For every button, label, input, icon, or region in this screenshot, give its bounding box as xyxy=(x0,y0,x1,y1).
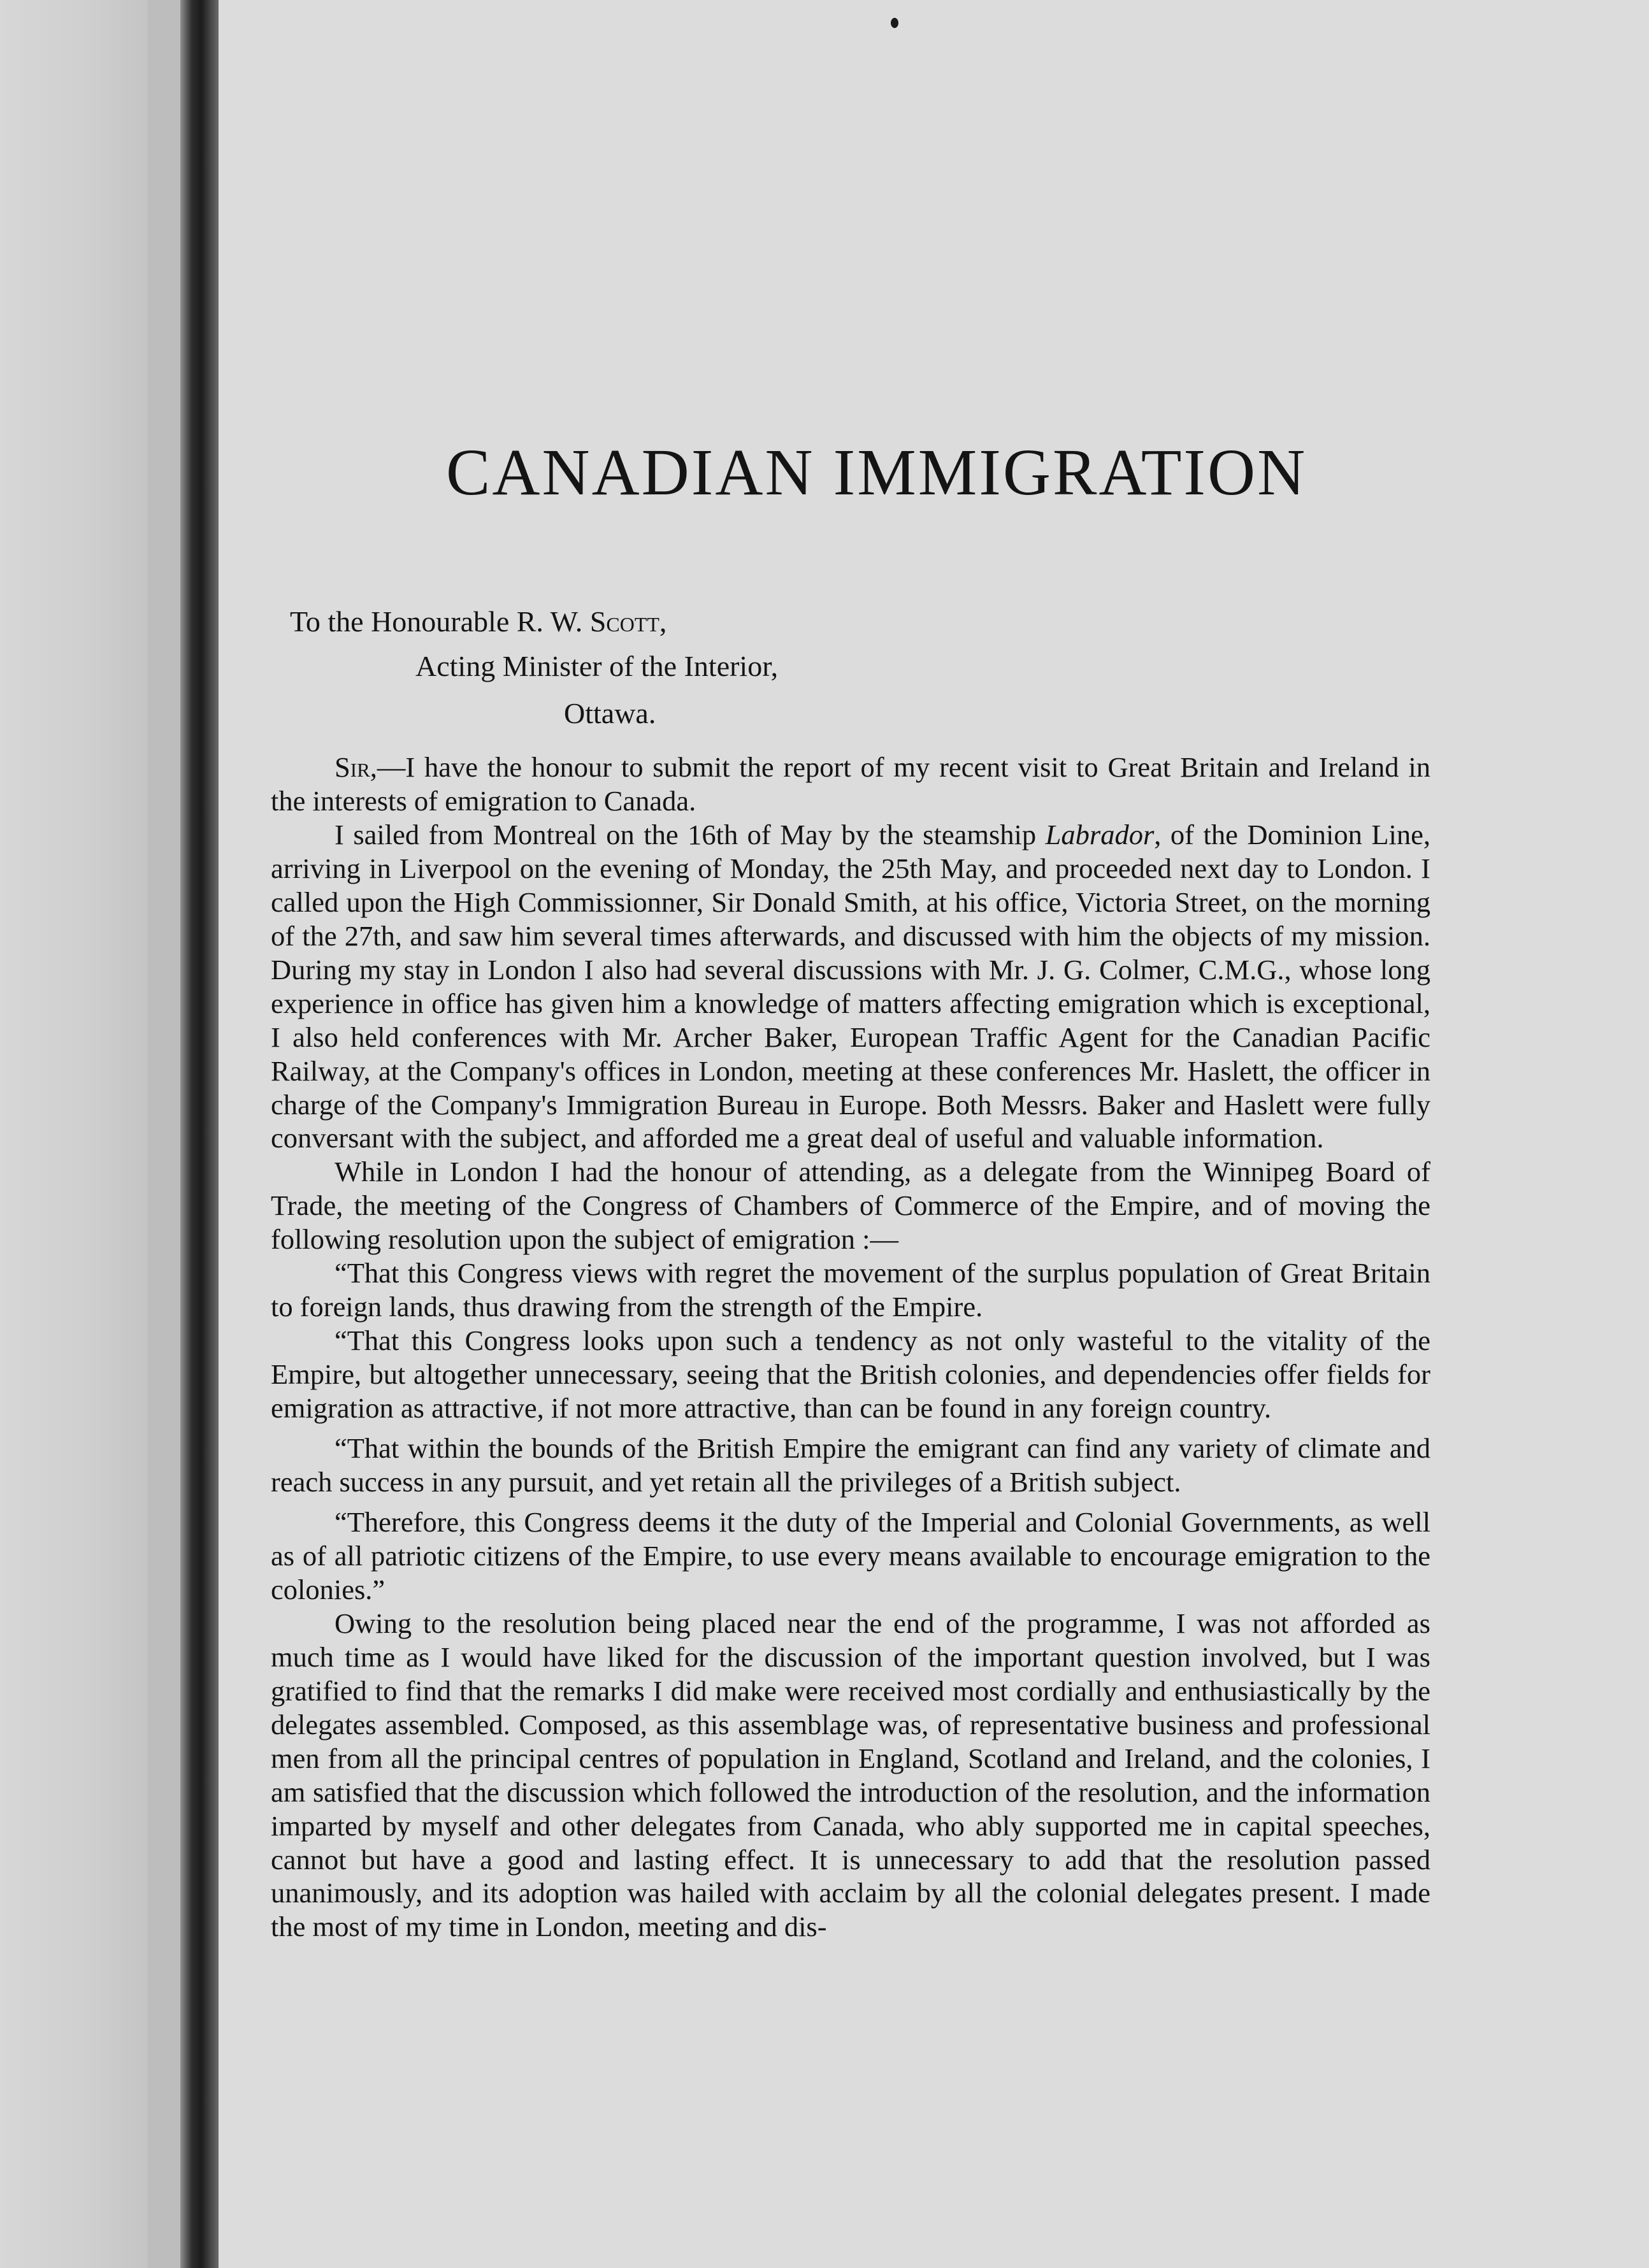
ship-name: Labrador xyxy=(1045,818,1155,850)
paragraph-salutation xyxy=(271,750,1430,818)
scan-margin xyxy=(0,0,148,2268)
resolution-clause-3: “That within the bounds of the British Empire the emigrant can find any variety of climate and reach success in any pursuit, and yet retain all the privileges of a British subject. xyxy=(271,1432,1430,1498)
letter-body xyxy=(271,750,1430,1944)
book-gutter-shadow xyxy=(180,0,219,2268)
resolution-clause-2: “That this Congress looks upon such a tendency as not only wasteful to the vitality of the Empire, but altogether unnecessary, seeing that the British colonies, and dependencies offer fields for emigration as attractive, if not more attractive, than can be found in any foreign country. xyxy=(271,1324,1430,1425)
address-recipient-prefix: To the Honourable R. W. xyxy=(290,605,590,638)
ink-speck xyxy=(891,18,898,28)
resolution-clause-4: “Therefore, this Congress deems it the duty of the Imperial and Colonial Governments, as well as of all patriotic citizens of the Empire, to use every means available to encourage emigration to the colonies.” xyxy=(271,1505,1430,1605)
paragraph-voyage-b: , of the Dominion Line, arriving in Liverpool on the evening of Monday, the 25th May, and proceeded next day to London. I called upon the High Commissionner, Sir Donald Smith, at his office, Victoria Street, on the morning of the 27th, and saw him several times afterwards, and discussed with him the objects of my mission. During my stay in London I also had several discussions with Mr. J. G. Colmer, C.M.G., whose long experience in office has given him a knowledge of matters affecting emigration which is exceptional, I also held conferences with Mr. Archer Baker, European Traffic Agent for the Canadian Pacific Railway, at the Company's offices in London, meeting at these conferences Mr. Haslett, the officer in charge of the Company's Immigration Bureau in Europe. Both Messrs. Baker and Haslett were fully conversant with the subject, and afforded me a great deal of useful and valuable information. xyxy=(271,818,1430,1154)
address-line-office: Acting Minister of the Interior, xyxy=(415,650,779,682)
resolution-clause-1: “That this Congress views with regret the movement of the surplus population of Great Britain to foreign lands, thus drawing from the strength of the Empire. xyxy=(271,1257,1430,1323)
salutation: Sir, xyxy=(335,751,377,783)
paragraph-congress: While in London I had the honour of attending, as a delegate from the Winnipeg Board of Trade, the meeting of the Congress of Chambers of Commerce of the Empire, and of moving the following resolution upon the subject of emigration :— xyxy=(271,1156,1430,1256)
paragraph-voyage xyxy=(271,818,1430,1156)
paragraph-voyage-a: I sailed from Montreal on the 16th of May by the steamship xyxy=(335,818,1046,850)
page-title: CANADIAN IMMIGRATION xyxy=(446,436,1307,509)
paragraph-outcome: Owing to the resolution being placed near the end of the programme, I was not afforded as much time as I would have liked for the discussion of the important question involved, but I was gratified to find that the remarks I did make were received most cordially and enthusiastically by the delegates assembled. Composed, as this assemblage was, of representative business and professional men from all the principal centres of population in England, Scotland and Ireland, and the colonies, I am satisfied that the discussion which followed the introduction of the resolution, and the information imparted by myself and other delegates from Canada, who ably supported me in capital speeches, cannot but have a good and lasting effect. It is unnecessary to add that the resolution passed unanimously, and its adoption was hailed with acclaim by all the colonial delegates present. I made the most of my time in London, meeting and dis- xyxy=(271,1607,1430,1943)
paragraph-salutation-text: —I have the honour to submit the report of my recent visit to Great Britain and Ireland in the interests of emigration to Canada. xyxy=(271,751,1430,817)
address-line-city: Ottawa. xyxy=(564,697,656,729)
address-recipient-name: Scott, xyxy=(589,605,667,638)
address-line-recipient xyxy=(290,604,666,639)
